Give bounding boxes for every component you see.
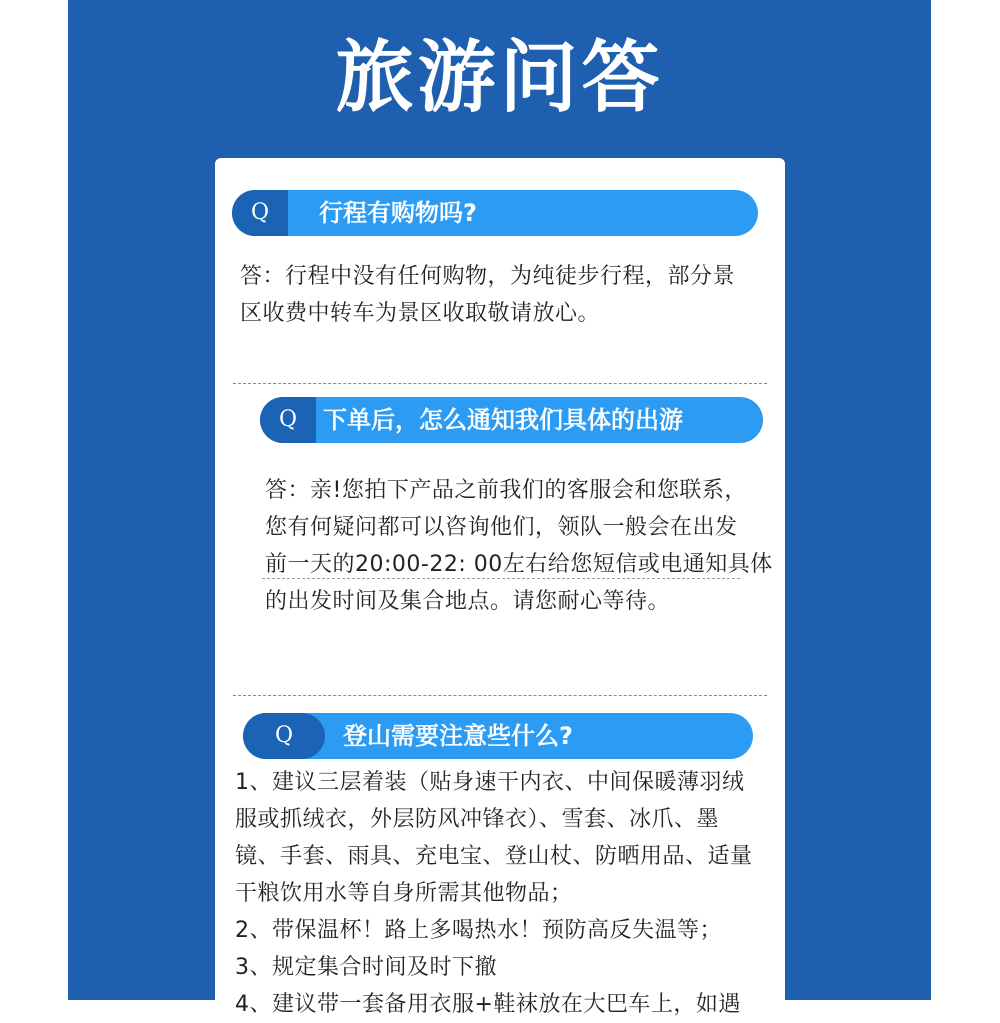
answer-3-line: 服或抓绒衣，外层防风冲锋衣）、雪套、冰爪、墨 (235, 807, 720, 832)
answer-3-line: 干粮饮用水等自身所需其他物品； (235, 881, 573, 906)
page-title: 旅游问答 (335, 32, 664, 123)
question-bar-1 (232, 190, 758, 236)
answer-3-line: 3、规定集合时间及时下撤 (235, 955, 497, 980)
question-3: 登山需要注意些什么? (343, 722, 573, 750)
answer-3-line: 1、建议三层着装（贴身速干内衣、中间保暖薄羽绒 (235, 770, 745, 795)
answer-3-line: 4、建议带一套备用衣服+鞋袜放在大巴车上，如遇 (235, 992, 741, 1017)
question-2: 下单后，怎么通知我们具体的出游 (323, 406, 683, 434)
q-badge-2: Q (260, 397, 316, 443)
question-bar-2 (260, 397, 763, 443)
q-badge-3: Q (243, 713, 325, 759)
divider (233, 695, 767, 696)
answer-1-line: 答：行程中没有任何购物，为纯徒步行程，部分景 (240, 264, 736, 289)
answer-2-line: 答：亲!您拍下产品之前我们的客服会和您联系， (265, 478, 747, 503)
answer-1 (240, 258, 770, 332)
answer-2-line: 的出发时间及集合地点。请您耐心等待。 (265, 589, 671, 614)
answer-3 (235, 764, 775, 1023)
question-bar-3 (243, 713, 753, 759)
answer-2-line: 前一天的20:00-22: 00左右给您短信或电通知具体 (265, 552, 773, 577)
question-1: 行程有购物吗? (319, 199, 477, 227)
answer-2 (265, 472, 775, 620)
divider (262, 578, 740, 579)
divider (233, 383, 767, 384)
answer-2-line: 您有何疑问都可以咨询他们，领队一般会在出发 (265, 515, 738, 540)
qa-card (215, 158, 785, 1018)
answer-3-line: 2、带保温杯！路上多喝热水！预防高反失温等； (235, 918, 722, 943)
answer-1-line: 区收费中转车为景区收取敬请放心。 (240, 301, 601, 326)
answer-3-line: 镜、手套、雨具、充电宝、登山杖、防晒用品、适量 (235, 844, 753, 869)
q-badge-1: Q (232, 190, 288, 236)
